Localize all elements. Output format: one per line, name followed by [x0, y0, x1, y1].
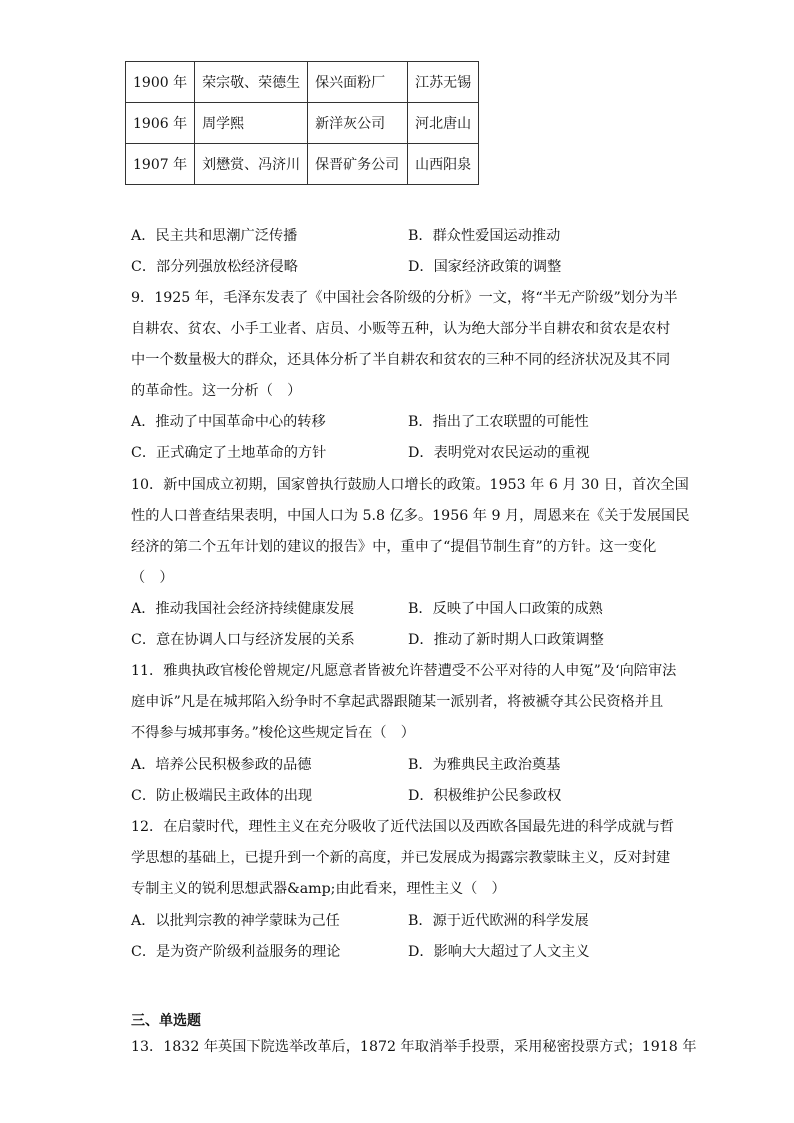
q10-option-a: A．推动我国社会经济持续健康发展 [131, 601, 355, 617]
q12-stem-line: 专制主义的锐利思想武器&amp;由此看来，理性主义（ ） [131, 881, 506, 897]
q10-option-d: D．推动了新时期人口政策调整 [408, 632, 604, 648]
q11-option-b: B．为雅典民主政治奠基 [408, 757, 561, 773]
q10-stem-line: 10．新中国成立初期，国家曾执行鼓励人口增长的政策。1953 年 6 月 30 日，首次全国 [131, 477, 689, 493]
q11-stem-line: 庭申诉”凡是在城邦陷入纷争时不拿起武器跟随某一派别者，将被褫夺其公民资格并且 [131, 694, 664, 710]
table-cell: 保晋矿务公司 [308, 144, 408, 185]
table-cell: 周学熙 [195, 103, 308, 144]
table-cell: 1907 年 [126, 144, 195, 185]
table-cell: 1900 年 [126, 62, 195, 103]
enterprise-table [125, 61, 479, 185]
q8-option-b: B．群众性爱国运动推动 [408, 228, 561, 244]
table-cell: 1906 年 [126, 103, 195, 144]
q11-stem-line: 不得参与城邦事务。”梭伦这些规定旨在（ ） [131, 725, 415, 741]
q10-option-b: B．反映了中国人口政策的成熟 [408, 601, 603, 617]
q11-option-a: A．培养公民积极参政的品德 [131, 757, 312, 773]
q8-option-d: D．国家经济政策的调整 [408, 259, 562, 275]
q9-option-b: B．指出了工农联盟的可能性 [408, 414, 589, 430]
q11-option-d: D．积极维护公民参政权 [408, 788, 562, 804]
q9-option-c: C．正式确定了土地革命的方针 [131, 445, 327, 461]
q8-option-a: A．民主共和思潮广泛传播 [131, 228, 298, 244]
q12-option-c: C．是为资产阶级利益服务的理论 [131, 944, 341, 960]
q9-stem-line: 中一个数量极大的群众，还具体分析了半自耕农和贫农的三种不同的经济状况及其不同 [131, 352, 671, 368]
q8-option-c: C．部分列强放松经济侵略 [131, 259, 298, 275]
q11-stem-line: 11．雅典执政官梭伦曾规定/凡愿意者皆被允许替遭受不公平对待的人申冤”及‘向陪审法 [131, 663, 677, 679]
q10-stem-line: 性的人口普查结果表明，中国人口为 5.8 亿多。1956 年 9 月，周恩来在《关于发展国民 [131, 508, 690, 524]
table-cell: 河北唐山 [408, 103, 479, 144]
table-cell: 刘懋赏、冯济川 [195, 144, 308, 185]
q10-stem-line: 经济的第二个五年计划的建议的报告》中，重申了“提倡节制生育”的方针。这一变化 [131, 539, 657, 555]
q12-option-a: A．以批判宗教的神学蒙昧为己任 [131, 913, 340, 929]
q9-stem-line: 9．1925 年，毛泽东发表了《中国社会各阶级的分析》一文，将“半无产阶级”划分为半 [131, 290, 678, 306]
table-cell: 江苏无锡 [408, 62, 479, 103]
section-heading: 三、单选题 [131, 1013, 201, 1029]
table-row [126, 62, 479, 103]
q10-stem-line: （ ） [131, 570, 174, 586]
q11-option-c: C．防止极端民主政体的出现 [131, 788, 313, 804]
q9-stem-line: 的革命性。这一分析（ ） [131, 383, 302, 399]
table-row [126, 103, 479, 144]
table-row [126, 144, 479, 185]
table-cell: 山西阳泉 [408, 144, 479, 185]
q12-stem-line: 12．在启蒙时代，理性主义在充分吸收了近代法国以及西欧各国最先进的科学成就与哲 [131, 819, 674, 835]
table-cell: 新洋灰公司 [308, 103, 408, 144]
table-cell: 保兴面粉厂 [308, 62, 408, 103]
table-cell: 荣宗敬、荣德生 [195, 62, 308, 103]
q12-stem-line: 学思想的基础上，已提升到一个新的高度，并已发展成为揭露宗教蒙昧主义，反对封建 [131, 850, 671, 866]
q9-stem-line: 自耕农、贫农、小手工业者、店员、小贩等五种，认为绝大部分半自耕农和贫农是农村 [131, 321, 671, 337]
q9-option-a: A．推动了中国革命中心的转移 [131, 414, 326, 430]
q12-option-d: D．影响大大超过了人文主义 [408, 944, 590, 960]
q10-option-c: C．意在协调人口与经济发展的关系 [131, 632, 355, 648]
q12-option-b: B．源于近代欧洲的科学发展 [408, 913, 589, 929]
q13-stem-line: 13．1832 年英国下院选举改革后，1872 年取消举手投票，采用秘密投票方式；1918 年 [131, 1039, 697, 1055]
q9-option-d: D．表明党对农民运动的重视 [408, 445, 590, 461]
